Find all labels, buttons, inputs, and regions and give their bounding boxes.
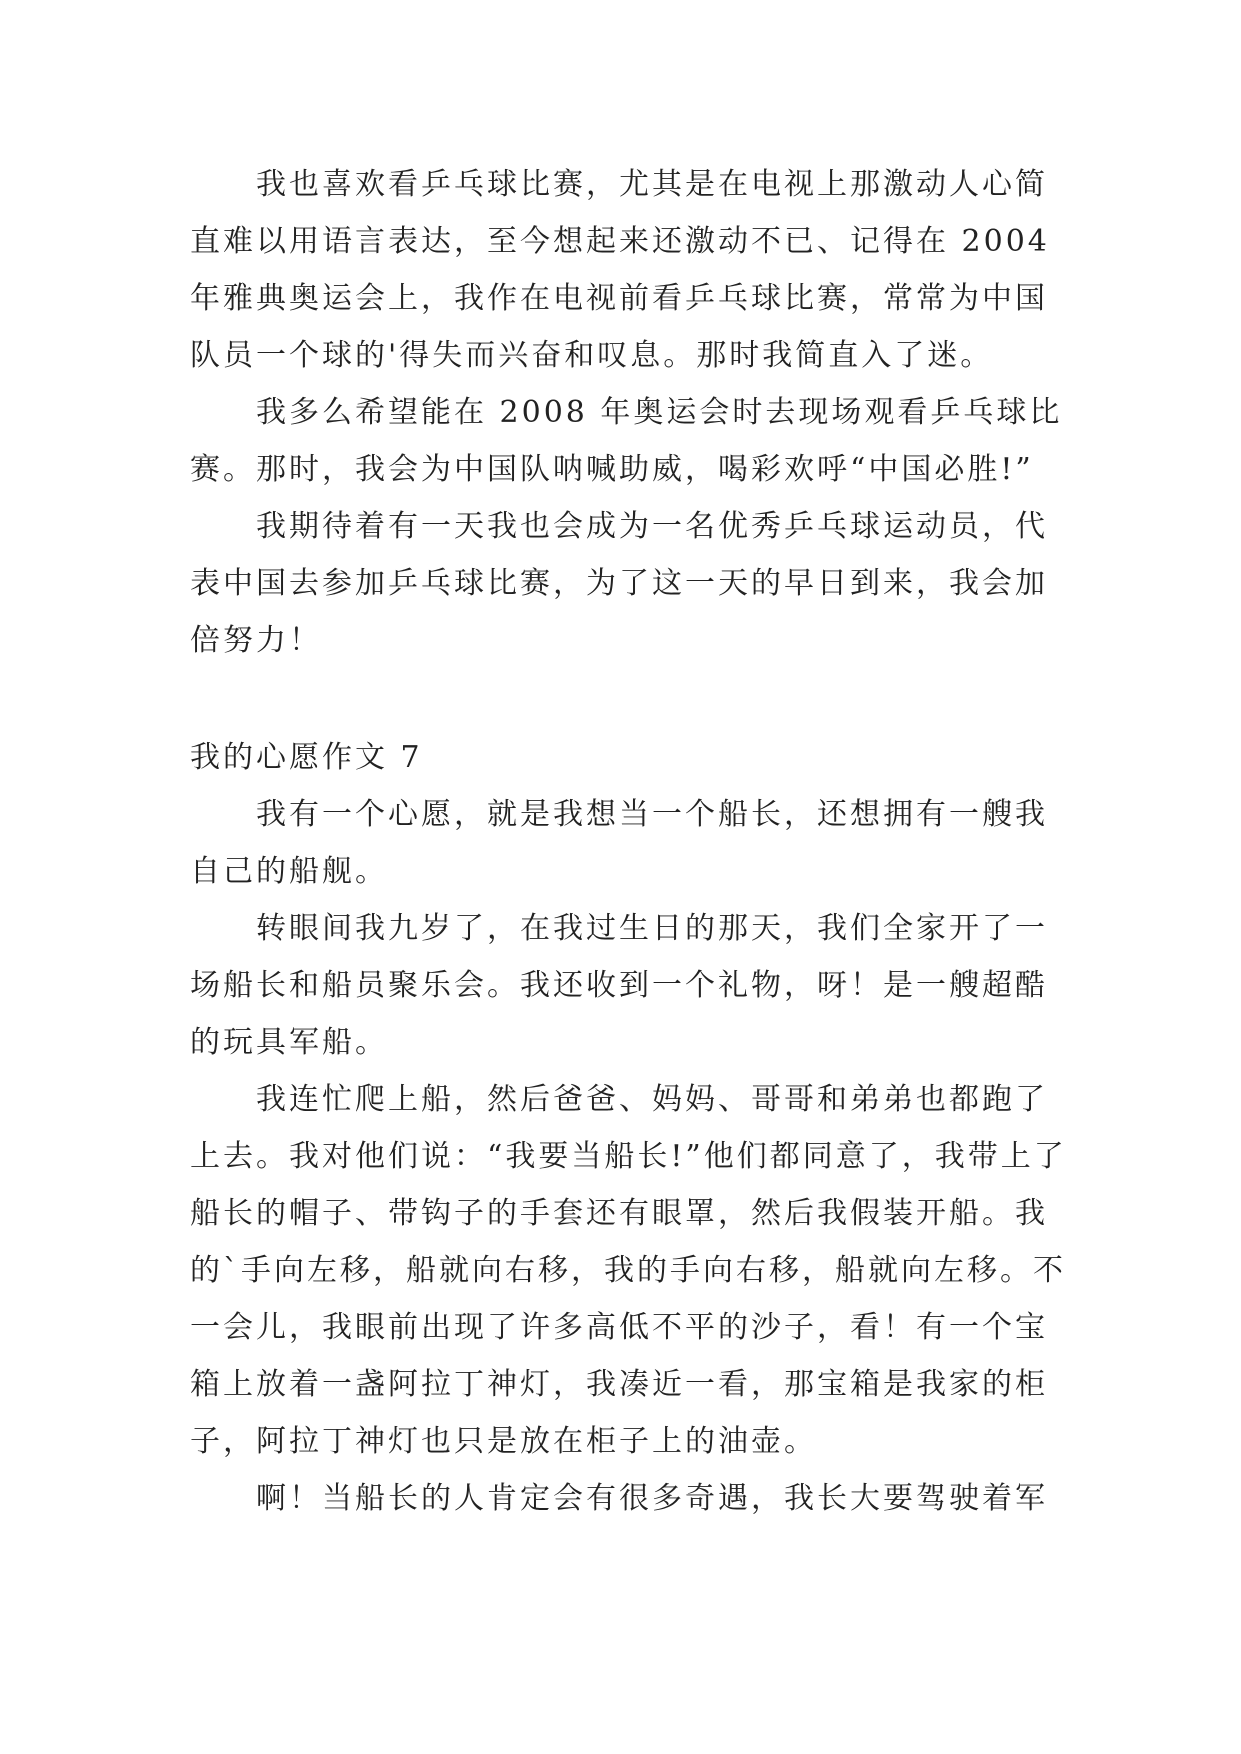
paragraph-become-athlete: 我期待着有一天我也会成为一名优秀乒乓球运动员，代表中国去参加乒乓球比赛，为了这一天的早日到来，我会加倍努力！ (190, 509, 1048, 658)
document-body (190, 156, 1070, 1527)
paragraph-captain-wish: 我有一个心愿，就是我想当一个船长，还想拥有一艘我自己的船舰。 (190, 797, 1048, 889)
section-title: 我的心愿作文 7 (190, 740, 423, 775)
paragraph-pretend-sailing: 我连忙爬上船，然后爸爸、妈妈、哥哥和弟弟也都跑了上去。我对他们说：“我要当船长!”他们都同意了，我带上了船长的帽子、带钩子的手套还有眼罩，然后我假装开船。我的`手向左移，船就向右移，我的手向右移，船就向左移。不一会儿，我眼前出现了许多高低不平的沙子，看！有一个宝箱上放着一盏阿拉丁神灯，我凑近一看，那宝箱是我家的柜子，阿拉丁神灯也只是放在柜子上的油壶。 (190, 1082, 1067, 1459)
paragraph-2008-olympics: 我多么希望能在 2008 年奥运会时去现场观看乒乓球比赛。那时，我会为中国队呐喊助威，喝彩欢呼“中国必胜!” (190, 395, 1063, 487)
paragraph-adventure: 啊！当船长的人肯定会有很多奇遇，我长大要驾驶着军 (256, 1481, 1048, 1516)
paragraph-table-tennis-tv: 我也喜欢看乒乓球比赛，尤其是在电视上那激动人心简直难以用语言表达，至今想起来还激动不已、记得在 2004 年雅典奥运会上，我作在电视前看乒乓球比赛，常常为中国队员一个球的'得失而兴奋和叹息。那时我简直入了迷。 (190, 167, 1050, 373)
paragraph-ninth-birthday: 转眼间我九岁了，在我过生日的那天，我们全家开了一场船长和船员聚乐会。我还收到一个礼物，呀！是一艘超酷的玩具军船。 (190, 911, 1048, 1060)
